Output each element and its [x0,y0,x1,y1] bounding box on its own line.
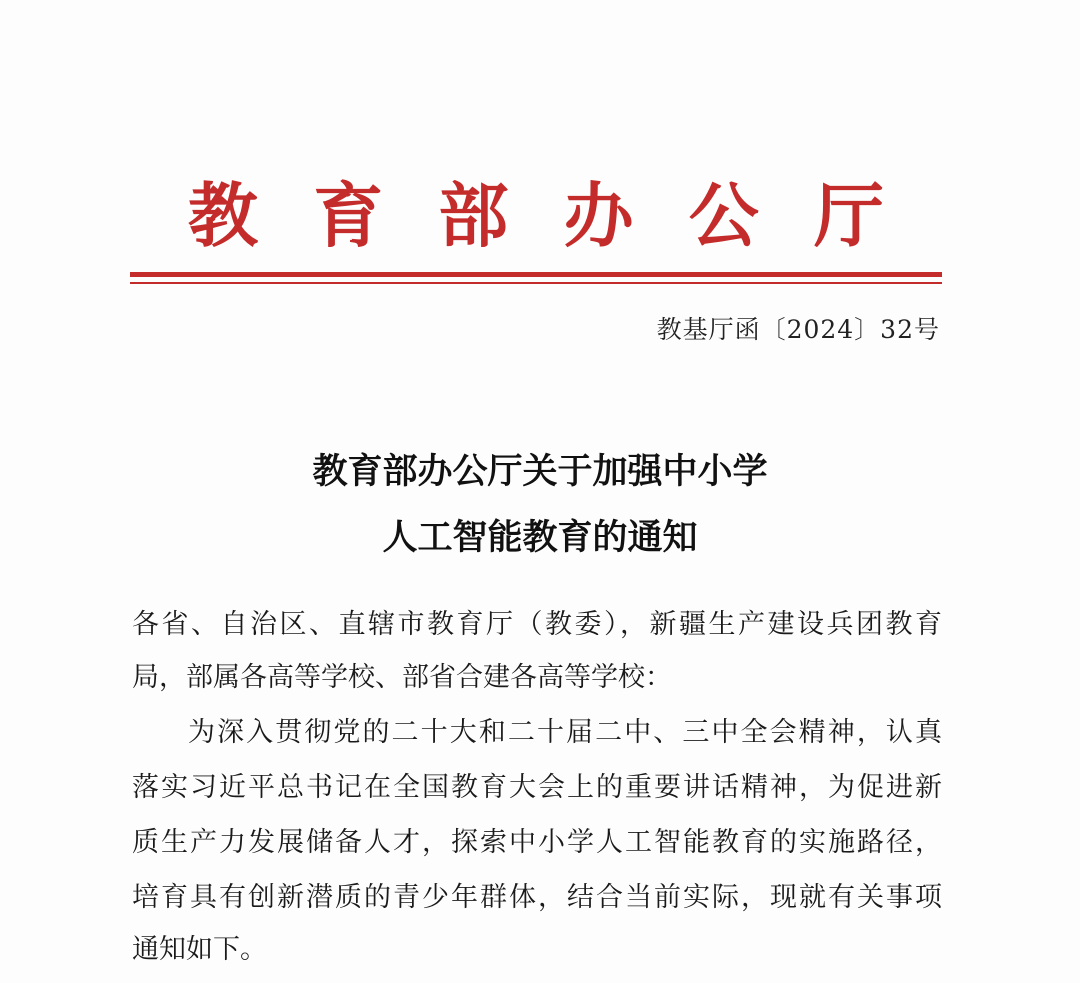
document-title-line-1: 教育部办公厅关于加强中小学 [312,452,768,492]
issuer-masthead [130,176,942,256]
paragraph-line: 落实习近平总书记在全国教育大会上的重要讲话精神，为促进新 [132,772,942,803]
paragraph-line: 质生产力发展储备人才，探索中小学人工智能教育的实施路径， [132,827,942,858]
masthead-divider-thick [130,272,942,277]
document-number: 教基厅函〔2024〕32号 [656,315,940,344]
masthead-char: 部 [438,174,509,257]
paragraph-line: 为深入贯彻党的二十大和二十届二中、三中全会精神，认真 [188,717,942,748]
masthead-char: 公 [688,174,759,257]
addressee-line-2: 局，部属各高等学校、部省合建各高等学校： [132,662,672,693]
masthead-char: 办 [563,174,634,257]
document-title-line-2: 人工智能教育的通知 [382,518,698,558]
paragraph-line: 通知如下。 [132,934,267,965]
masthead-divider-thin [130,282,942,284]
masthead-char: 育 [313,174,384,257]
addressee-line-1: 各省、自治区、直辖市教育厅（教委），新疆生产建设兵团教育 [132,609,942,640]
paragraph-line: 培育具有创新潜质的青少年群体，结合当前实际，现就有关事项 [132,882,942,913]
masthead-char: 教 [188,174,258,257]
masthead-char: 厅 [813,174,884,257]
